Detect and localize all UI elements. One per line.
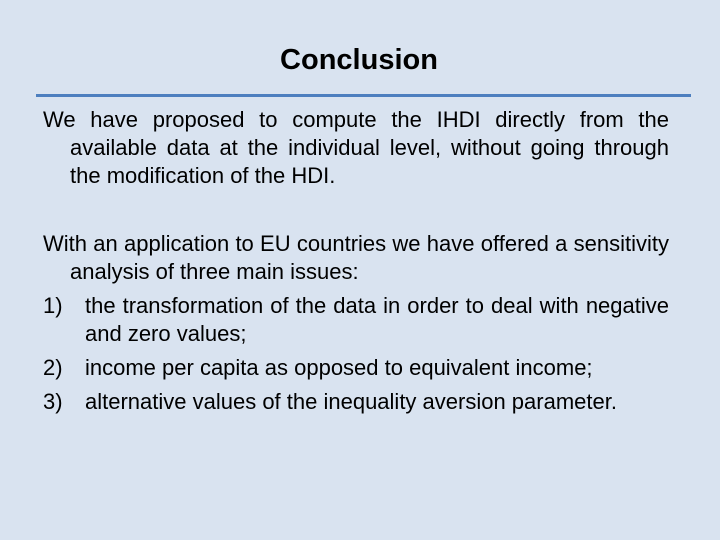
list-item-number: 3) — [43, 389, 63, 414]
title-divider — [36, 94, 691, 97]
list-item-text: the transformation of the data in order to deal with negative and zero values; — [85, 293, 669, 346]
slide-title: Conclusion — [280, 44, 438, 76]
list-item — [43, 388, 669, 416]
list-item-number: 1) — [43, 293, 63, 318]
paragraph-proposal: We have proposed to compute the IHDI directly from the available data at the individual level, without going through the modification of the HDI. — [43, 107, 669, 188]
list-item-text: income per capita as opposed to equivalent income; — [85, 355, 593, 380]
issues-list-wrapper — [43, 292, 669, 416]
paragraph-application: With an application to EU countries we have offered a sensitivity analysis of three main issues: — [43, 231, 669, 284]
issues-list — [43, 292, 669, 416]
list-item — [43, 292, 669, 348]
list-item-number: 2) — [43, 355, 63, 380]
slide-body — [43, 106, 669, 416]
list-item — [43, 354, 669, 382]
list-item-text: alternative values of the inequality aversion parameter. — [85, 389, 617, 414]
